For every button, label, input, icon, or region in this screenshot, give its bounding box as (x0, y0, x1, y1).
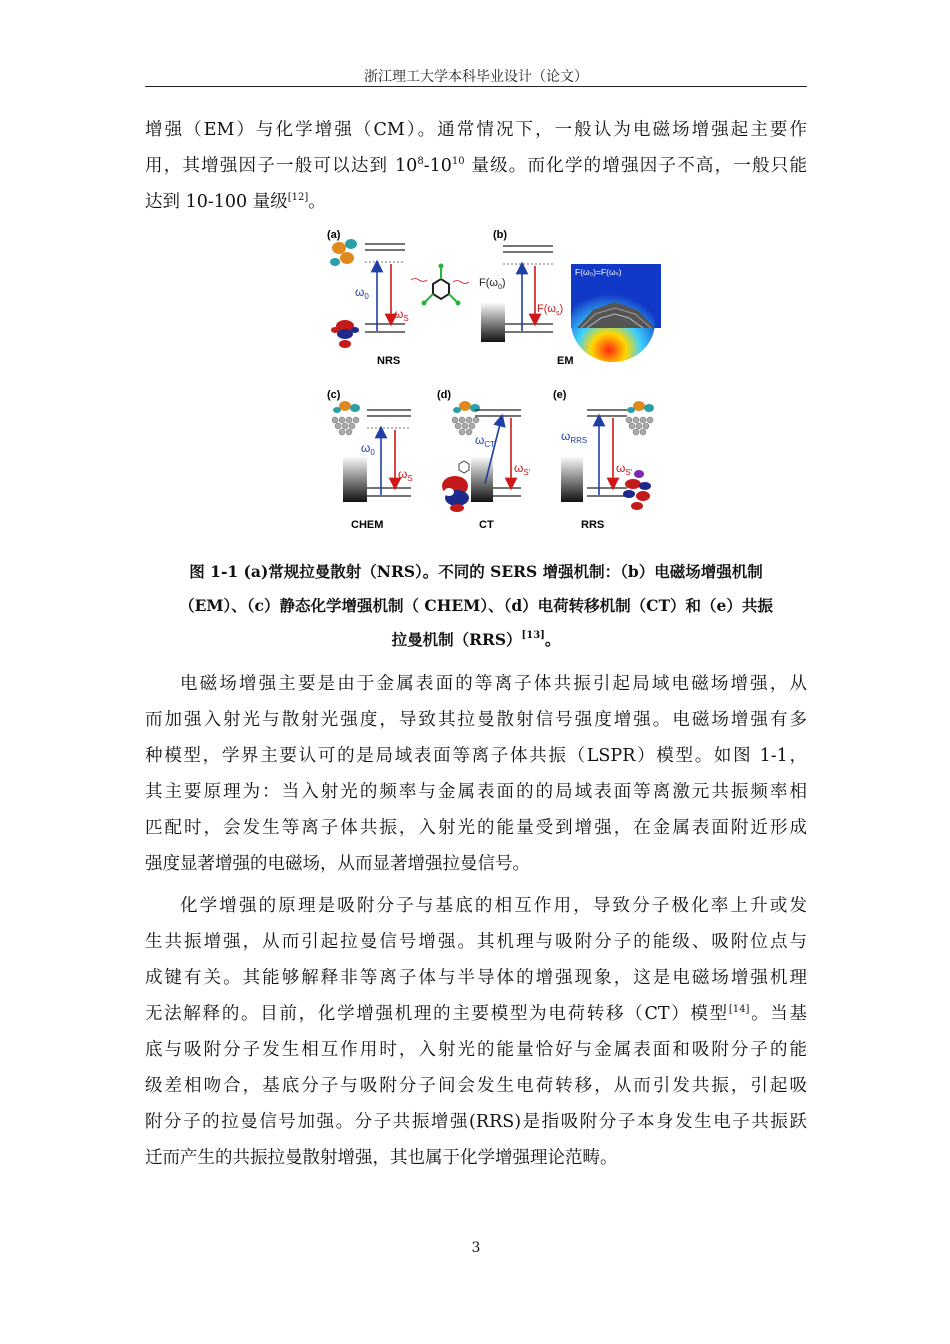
omega-s-prime-label: $\omega_{S'}$ (616, 461, 633, 477)
cm-line-6: 级差相吻合，基底分子与吸附分子间会发生电荷转移，从而引发共振，引起吸 (145, 1076, 807, 1096)
panel-c-name: CHEM (351, 519, 384, 531)
panel-e-rrs (553, 389, 654, 531)
f-omega-0-label: $F(\omega_0)$ (479, 277, 506, 291)
header-rule (145, 86, 807, 87)
f-omega-s-label: $F(\omega_s)$ (537, 303, 564, 317)
sers-mechanism-figure (325, 222, 665, 540)
cm-text: 。当基 (749, 1004, 808, 1024)
cm-line-4 (145, 996, 807, 1032)
orbital-icon (331, 320, 359, 348)
citation: [13] (521, 630, 545, 641)
adsorbed-cluster-icon (626, 401, 654, 435)
intro-text: 达到 10-100 量级 (145, 192, 288, 212)
omega-0-label: $\omega_0$ (355, 285, 369, 301)
metal-substrate-icon (343, 456, 367, 502)
cm-line-3: 成键有关。其能够解释非等离子体与半导体的增强现象，这是电磁场增强机理 (145, 968, 807, 988)
panel-b-tag: (b) (493, 229, 508, 241)
omega-s-prime-label: $\omega_{S'}$ (514, 461, 531, 477)
panel-d-name: CT (479, 519, 494, 531)
intro-paragraph (145, 112, 807, 220)
em-line-5: 匹配时，会发生等离子体共振，入射光的能量受到增强，在金属表面附近形成 (145, 818, 807, 838)
panel-a-nrs (327, 229, 469, 367)
panel-a-name: NRS (377, 355, 401, 367)
panel-d-tag: (d) (437, 389, 452, 401)
omega-0-label: $\omega_0$ (361, 441, 375, 457)
panel-c-tag: (c) (327, 389, 341, 401)
panel-e-name: RRS (581, 519, 605, 531)
intro-text: 量级。而化学的增强因子不高，一般只能 (464, 156, 807, 176)
citation: [12] (287, 192, 309, 203)
page-number: 3 (471, 1240, 481, 1256)
omega-rrs-label: $\omega_{RRS}$ (561, 429, 588, 445)
panel-a-tag: (a) (327, 229, 341, 241)
exponent: 10 (451, 156, 465, 167)
panel-b-em (479, 229, 661, 367)
em-line-4: 其主要原理为：当入射光的频率与金属表面的的局域表面等离激元共振频率相 (145, 782, 807, 802)
cm-line-2: 生共振增强，从而引起拉曼信号增强。其机理与吸附分子的能级、吸附位点与 (145, 932, 807, 952)
intro-line-1: 增强（EM）与化学增强（CM）。通常情况下，一般认为电磁场增强起主要作 (145, 120, 807, 140)
caption-text: 。 (544, 630, 561, 649)
intro-text: -10 (423, 156, 452, 176)
cm-line-1: 化学增强的原理是吸附分子与基底的相互作用，导致分子极化率上升或发 (180, 896, 807, 916)
molecular-orbital-icon (442, 461, 469, 512)
caption-text: 拉曼机制（RRS） (391, 630, 522, 649)
adsorbed-cluster-icon (332, 401, 360, 435)
exponent: 8 (417, 156, 424, 167)
omega-ct-label: $\omega_{CT}$ (475, 433, 496, 449)
omega-s-label: $\omega_S$ (394, 307, 409, 323)
inset-equation: F(ω₀)=F(ωₛ) (575, 267, 622, 277)
intro-line-2 (145, 148, 807, 184)
near-field-inset-icon (571, 264, 661, 362)
em-line-3: 种模型，学界主要认可的是局域表面等离子体共振（LSPR）模型。如图 1-1， (145, 746, 807, 766)
em-line-6: 强度显著增强的电磁场，从而显著增强拉曼信号。 (145, 854, 530, 874)
panel-b-name: EM (557, 355, 574, 367)
caption-line-2: （EM）、（c）静态化学增强机制（ CHEM）、（d）电荷转移机制（CT）和（e）共振 (179, 596, 773, 615)
cm-line-7: 附分子的拉曼信号加强。分子共振增强(RRS)是指吸附分子本身发生电子共振跃 (145, 1112, 807, 1132)
cm-paragraph (145, 888, 807, 1176)
cm-text: 无法解释的。目前，化学增强机理的主要模型为电荷转移（CT）模型 (145, 1004, 729, 1024)
panel-d-ct (437, 389, 531, 531)
metal-substrate-icon (481, 302, 505, 342)
running-header: 浙江理工大学本科毕业设计（论文） (364, 69, 588, 85)
em-line-2: 而加强入射光与散射光强度，导致其拉曼散射信号强度增强。电磁场增强有多 (145, 710, 807, 730)
benzene-molecule-icon (411, 264, 469, 306)
intro-text: 用，其增强因子一般可以达到 10 (145, 156, 418, 176)
figure-caption (145, 555, 807, 657)
cm-line-8: 迁而产生的共振拉曼散射增强，其也属于化学增强理论范畴。 (145, 1148, 618, 1168)
em-line-1: 电磁场增强主要是由于金属表面的等离子体共振引起局域电磁场增强，从 (180, 674, 807, 694)
intro-text: 。 (308, 192, 326, 212)
caption-line-3 (145, 623, 807, 657)
cm-line-5: 底与吸附分子发生相互作用时，入射光的能量恰好与金属表面和吸附分子的能 (145, 1040, 807, 1060)
em-paragraph (145, 666, 807, 882)
adsorbed-cluster-icon (452, 401, 480, 435)
panel-c-chem (327, 389, 413, 531)
omega-s-label: $\omega_S$ (398, 467, 413, 483)
citation: [14] (728, 1004, 750, 1015)
orbital-icon (330, 239, 357, 266)
panel-e-tag: (e) (553, 389, 567, 401)
metal-substrate-icon (561, 456, 583, 502)
caption-line-1: 图 1-1 (a)常规拉曼散射（NRS）。不同的 SERS 增强机制：（b）电磁场增强机制 (189, 562, 763, 581)
intro-line-3 (145, 184, 807, 220)
